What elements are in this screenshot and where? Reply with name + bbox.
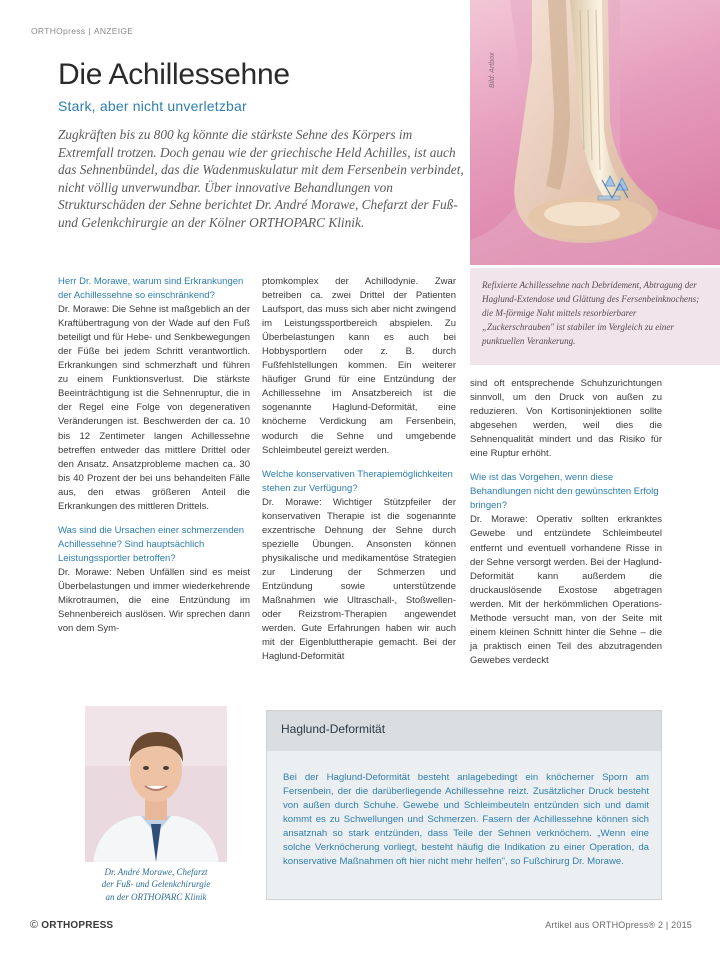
ad-label: ANZEIGE (93, 26, 134, 36)
header-tag (31, 26, 133, 36)
answer-4: Dr. Morawe: Operativ sollten erkranktes Gewebe und entzündete Schleimbeutel entfernt und eventuell vorhandene Risse in der Sehne versorgt werden. Bei der Haglund-Deformität kann außerdem die druckauslösende Exostose abgetragen werden. Mit der herkömmlichen Operations-Methode versucht man, von der Seite mit einem kleinen Schnitt hinter die Sehne – die ja praktisch einen Teil des abzutragenden Gewebes verdeckt (470, 514, 662, 666)
image-credit: Bild: Artbox (489, 52, 496, 88)
info-box-body: Bei der Haglund-Deformität besteht anlagebedingt ein knöcherner Sporn am Fersenbein, der die darüberliegende Achillessehne reizt. Zusätzlicher Druck besteht von außen durch Schuhe. Gewebe und Schleimbeuteln entzünden sich und damit kommt es zu Schwellungen und Schmerzen. Fasern der Achillessehne können sich ansatznah so stark entzünden, dass Teile der Sehnen verknöchern. „Wenn eine solche Verknöcherung vorliegt, besteht häufig die Indikation zu einer Operation, da konservative Maßnahmen oft hier nicht mehr helfen", so Fußchirurg Dr. Morawe. (283, 772, 649, 867)
answer-2-continued: ptomkomplex der Achillodynie. Zwar betreiben ca. zwei Drittel der Patienten Laufsport, das muss sich aber nicht zwingend im Leistungssportbereich abspielen. Zu Überbelastungen kann es auch bei Hobbysportlern oder z. B. durch Fußfehlstellungen kommen. Ein weiterer häufiger Grund für eine Entzündung der Achillessehne im Ansatzbereich ist die sogenannte Haglund-Deformität, eine knöcherne Verdickung am Fersenbein, wodurch die Sehne und umgebende Schleimbeutel gereizt werden. (262, 276, 456, 456)
answer-3: Dr. Morawe: Wichtiger Stützpfeiler der konservativen Therapie ist die sogenannte exzentrische Dehnung der Sehne durch spezielle Übungen. Ansonsten können physikalische und medikamentöse Strategien zur Linderung der Schmerzen und Entzündung sowie unterstützende Maßnahmen wie Ultraschall-, Stoßwellen- oder Reizstrom-Therapien angewendet werden. Gute Erfahrungen haben wir auch mit der Eigenbluttherapie gemacht. Bei der Haglund-Deformität (262, 496, 456, 663)
question-3: Welche konservativen Therapiemöglichkeiten stehen zur Verfügung? (262, 468, 453, 494)
brand-label: ORTHOpress (31, 26, 86, 36)
foot-anatomy-graphic (470, 0, 720, 265)
question-1: Herr Dr. Morawe, warum sind Erkrankungen der Achillessehne so einschränkend? (58, 276, 244, 302)
text-column-2 (262, 275, 456, 664)
footer-issue: Artikel aus ORTHOpress® 2 | 2015 (545, 920, 692, 930)
answer-2: Dr. Morawe: Neben Unfällen sind es meist Überbelastungen und immer wiederkehrende Mikrotraumen, die eine Entzündung im Sehnenbereich auslösen. Wir sprechen dann von dem Sym- (58, 566, 250, 635)
portrait-caption (75, 866, 237, 903)
answer-3-continued: sind oft entsprechende Schuhzurichtungen sinnvoll, um den Druck von außen zu reduzieren. Von Kortisoninjektionen sollte abgesehen werden, weil dies die Sehnenqualität mindert und das Risiko für eine Ruptur erhöht. (470, 378, 662, 460)
portrait-caption-line-2: der Fuß- und Gelenkchirurgie (101, 879, 211, 890)
haglund-info-box (266, 710, 662, 900)
text-column-1 (58, 275, 250, 636)
orthopress-logo: ORTHOPRESS (41, 920, 114, 931)
image-caption-box (470, 268, 720, 365)
achilles-tendon-illustration (470, 0, 720, 265)
portrait-photo (85, 706, 227, 862)
portrait-caption-line-1: Dr. André Morawe, Chefarzt (104, 867, 208, 877)
header-separator: | (88, 26, 91, 36)
copyright-symbol: © (30, 919, 39, 931)
article-title: Die Achillessehne (58, 58, 290, 91)
question-4: Wie ist das Vorgehen, wenn diese Behandlungen nicht den gewünschten Erfolg bringen? (470, 472, 659, 512)
answer-1: Dr. Morawe: Die Sehne ist maßgeblich an der Kraftübertragung von der Wade auf den Fuß beteiligt und für Hebe- und Senkbewegungen der Füße bei jedem Schritt verantwortlich. Erkrankungen sind schmerzhaft und führen zu einem Funktionsverlust. Die stärkste Beeinträchtigung ist die Sehnenruptur, die in der Regel eine Folge von degenerativen Veränderungen ist. Beschwerden der ca. 10 bis 12 Zentimeter langen Achillessehne betreffen entweder das mittlere Drittel oder den Ansatz. Ansatzprobleme machen ca. 30 bis 40 Prozent der bei uns behandelten Fälle aus, den etwas größeren Anteil die Erkrankungen des mittleren Drittels. (58, 304, 250, 512)
image-caption: Refixierte Achillessehne nach Debridement, Abtragung der Haglund-Extendose und Glättung des Fersenbeinknochens; die M-förmige Naht mittels resorbierbarer „Zuckerschrauben" ist stabiler im Vergleich zu einer punktuellen Verankerung. (482, 280, 700, 347)
question-2: Was sind die Ursachen einer schmerzenden Achillessehne? Sind hauptsächlich Leistungssportler betroffen? (58, 524, 245, 564)
article-intro: Zugkräften bis zu 800 kg könnte die stärkste Sehne des Körpers im Extremfall trotzen. Doch genau wie der griechische Held Achilles, ist auch das Sehnenbündel, das die Wadenmuskulatur mit dem Fersenbein verbindet, nicht völlig unverwundbar. Über innovative Behandlungen von Strukturschäden der Sehne berichtet Dr. André Morawe, Chefarzt der Fuß- und Gelenkchirurgie an der Kölner ORTHOPARC Klinik. (58, 127, 464, 230)
article-subtitle: Stark, aber nicht unverletzbar (58, 98, 247, 114)
text-column-3 (470, 377, 662, 668)
footer-logo (30, 919, 113, 931)
doctor-portrait (85, 706, 227, 862)
portrait-caption-line-3: an der ORTHOPARC Klinik (105, 891, 207, 902)
info-box-title: Haglund-Deformität (267, 711, 661, 751)
